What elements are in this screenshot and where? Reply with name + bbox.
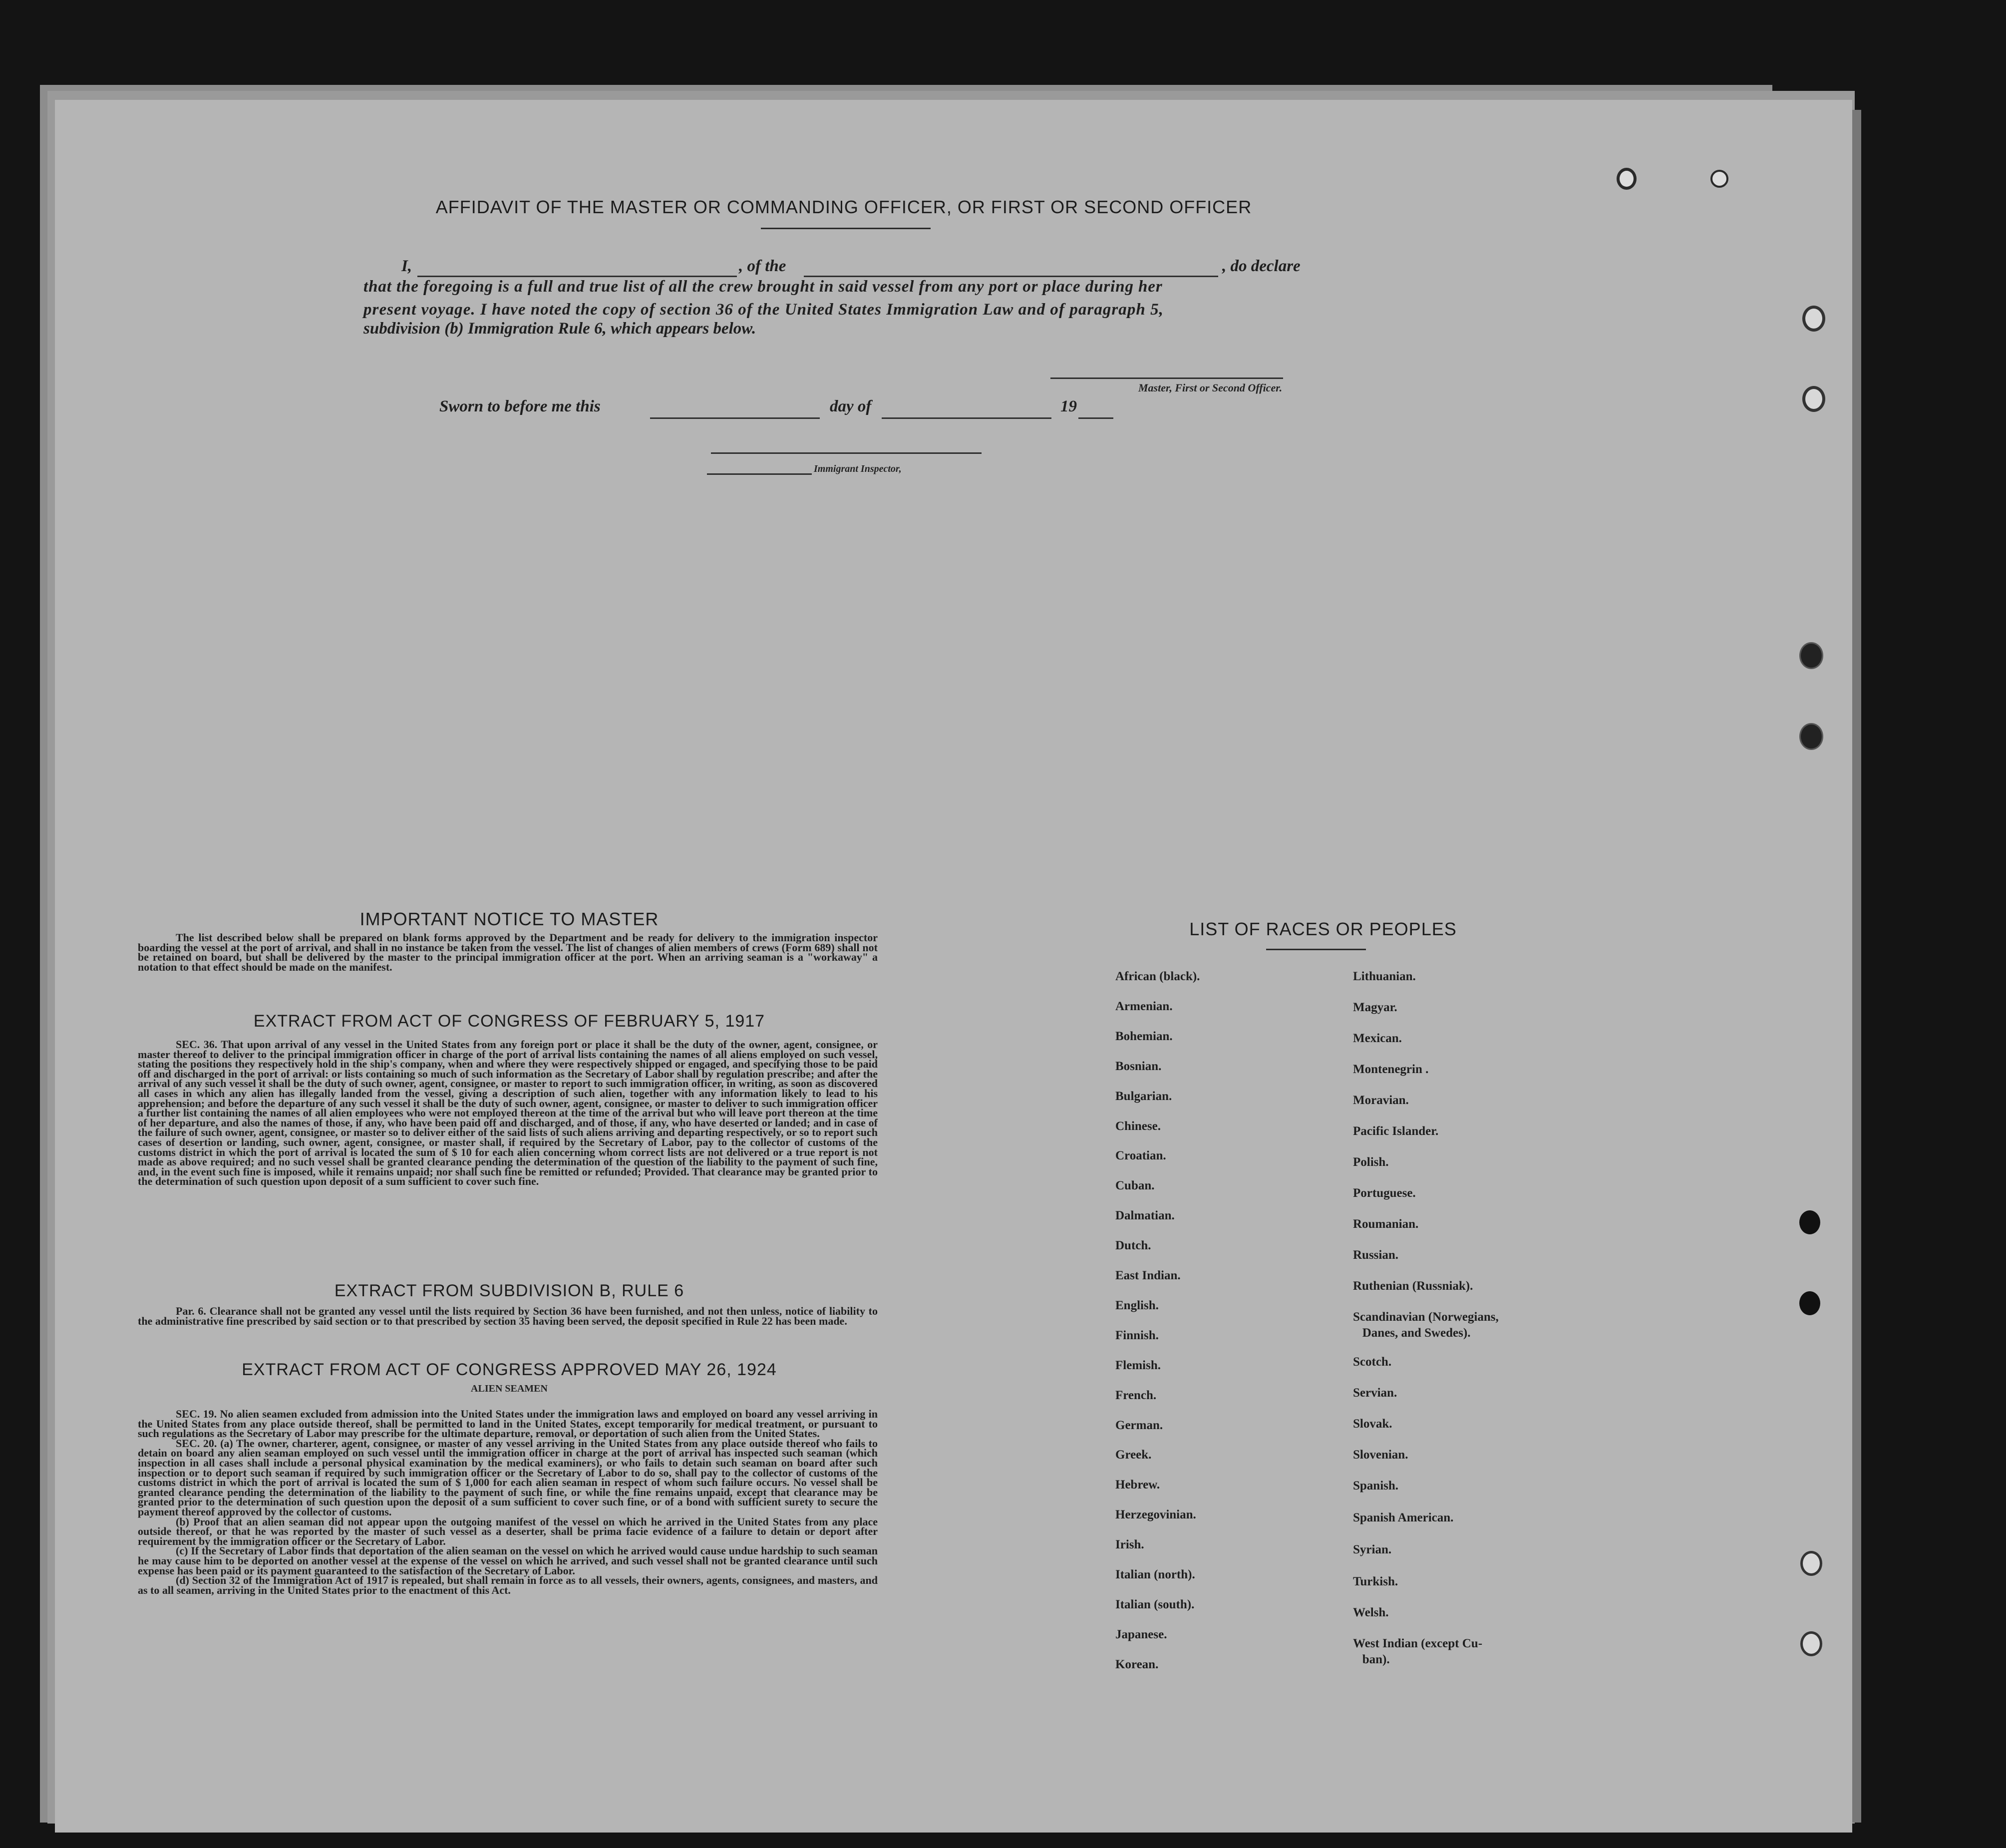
race-item: Moravian.: [1353, 1094, 1409, 1107]
race-item: Bulgarian.: [1115, 1089, 1172, 1103]
race-item: Finnish.: [1115, 1328, 1159, 1342]
race-item: African (black).: [1115, 970, 1200, 983]
declarant-line: [401, 257, 412, 276]
section-36-paragraph: SEC. 36. That upon arrival of any vessel in the United States from any foreign port or place it shall be the duty of the owner, agent, consignee, or master thereof to deliver to the principal immigration officer in charge of the port of arrival lists containing the names of all aliens employed on such vessel, stating the positions they respectively hold in the ship's company, when and where they were respectively shipped or engaged, and specifying those to be paid off and discharged in the port of arrival: or lists containing so much of such information as the Secretary of Labor shall by regulation prescribe; and after the arrival of any such vessel it shall be the duty of such owner, agent, consignee, or master to report to such immigration officer, in writing, as soon as discovered all cases in which any alien has illegally landed from the vessel, giving a description of such alien, together with any information likely to lead to his apprehension; and before the departure of any such vessel it shall be the duty of such owner, agent, consignee, or master to deliver to such immigration officer a further list containing the names of all alien employees who were not employed thereon at the time of the arrival but who will leave port thereon at the time of her departure, and also the names of those, if any, who have been paid off and discharged, and of those, if any, who have deserted or landed; and in case of the failure of such owner, agent, consignee, or master so to deliver either of the said lists of such aliens arriving and departing respectively, or so to report such cases of desertion or landing, such owner, agent, consignee, or master shall, if required by the Secretary of Labor, pay to the collector of customs of the customs district in which the port of arrival is located the sum of $ 10 for each alien concerning whom correct lists are not delivered or a true report is not made as above required; and no such vessel shall be granted clearance pending the determination of the question of the liability to the payment of such fine, and, in the event such fine is imposed, while it remains unpaid; nor shall such fine be remitted or refunded; Provided. That clearance may be granted prior to the determination of such question upon deposit of a sum sufficient to cover such fine.: [138, 1038, 878, 1188]
race-item: Chinese.: [1115, 1119, 1161, 1133]
extract-1917-body: [138, 1040, 878, 1186]
race-item: Lithuanian.: [1353, 970, 1416, 983]
race-item: Spanish.: [1353, 1479, 1399, 1492]
extract-1924-body: [138, 1409, 878, 1595]
race-item: Montenegrin .: [1353, 1063, 1429, 1076]
inspector-label: Immigrant Inspector,: [814, 463, 902, 474]
race-item: West Indian (except Cu- ban).: [1353, 1637, 1483, 1666]
affidavit-line-4: subdivision (b) Immigration Rule 6, which appears below.: [363, 320, 756, 338]
heading-rule: [761, 228, 931, 229]
binder-hole: [1800, 1551, 1822, 1576]
name-blank: [417, 261, 737, 277]
sworn-month-blank: [882, 402, 1051, 419]
notice-paragraph: The list described below shall be prepared on blank forms approved by the Department and be ready for delivery to the immigration inspector boarding the vessel at the port of arrival, and shall in no instance be taken from the vessel. The list of changes of alien members of crews (Form 689) shall not be retained on board, but shall be delivered by the master to the principal immigration officer at the port. When an arriving seaman is a "workaway" a notation to that effect should be made on the manifest.: [138, 931, 878, 973]
section-20d-paragraph: (d) Section 32 of the Immigration Act of 1917 is repealed, but shall remain in force as to all vessels, their owners, agents, consignees, and masters, and as to all seamen, arriving in the United States prior to the enactment of this Act.: [138, 1574, 878, 1596]
race-item: Italian (north).: [1115, 1568, 1195, 1581]
page-edge: [1852, 110, 1861, 1823]
year-label: 19: [1060, 397, 1077, 415]
section-19-paragraph: SEC. 19. No alien seamen excluded from admission into the United States under the immigration laws and employed on board any vessel arriving in the United States from any place outside thereof, shall be permitted to land in the United States, except temporarily for medical treatment, or pursuant to such regulations as the Secretary of Labor may prescribe for the ultimate departure, removal, or deportation of such alien from the United States.: [138, 1408, 878, 1440]
race-item: Bosnian.: [1115, 1059, 1162, 1073]
rule-6-paragraph: Par. 6. Clearance shall not be granted any vessel until the lists required by Section 36 have been furnished, and not then unless, notice of liability to the administrative fine prescribed by said section or to that prescribed by section 35 having been served, the deposit specified in Rule 22 has been made.: [138, 1305, 878, 1327]
binder-hole: [1799, 723, 1823, 750]
race-item: Portuguese.: [1353, 1186, 1416, 1200]
race-item: Welsh.: [1353, 1606, 1389, 1619]
race-item: Bohemian.: [1115, 1029, 1173, 1043]
race-item: Slovak.: [1353, 1417, 1392, 1431]
rule-6-heading: EXTRACT FROM SUBDIVISION B, RULE 6: [334, 1281, 684, 1300]
race-item: Russian.: [1353, 1248, 1399, 1262]
races-heading: LIST OF RACES OR PEOPLES: [1189, 919, 1457, 939]
race-item: Magyar.: [1353, 1001, 1397, 1014]
vessel-blank: [804, 261, 1218, 277]
extract-1917-heading: EXTRACT FROM ACT OF CONGRESS OF FEBRUARY 5, 1917: [253, 1012, 765, 1031]
section-20c-paragraph: (c) If the Secretary of Labor finds that deportation of the alien seaman on the vessel on which he arrived would cause undue hardship to such seaman he may cause him to be deported on another vessel at the expense of the vessel on which he arrived, and such vessel shall not be granted clearance until such expense has been paid or its payment guaranteed to the satisfaction of the Secretary of Labor.: [138, 1544, 878, 1577]
race-item: Herzegovinian.: [1115, 1508, 1196, 1522]
rule-6-body: [138, 1306, 878, 1326]
do-declare-label: , do declare: [1222, 257, 1301, 275]
race-item: Croatian.: [1115, 1149, 1166, 1163]
binder-hole: [1800, 1631, 1822, 1656]
binder-hole: [1802, 306, 1825, 332]
i-label: I,: [401, 257, 412, 275]
signature-blank: [1050, 363, 1283, 379]
race-item: Polish.: [1353, 1155, 1389, 1169]
race-item: East Indian.: [1115, 1269, 1181, 1282]
race-item: Japanese.: [1115, 1627, 1167, 1641]
notice-heading: IMPORTANT NOTICE TO MASTER: [359, 909, 659, 929]
binder-hole: [1799, 1210, 1820, 1234]
race-item: Spanish American.: [1353, 1511, 1454, 1524]
race-item: Turkish.: [1353, 1575, 1398, 1588]
binder-hole: [1799, 642, 1823, 669]
binder-hole: [1617, 168, 1637, 190]
race-item: Korean.: [1115, 1657, 1159, 1671]
sworn-day-blank: [650, 402, 820, 419]
race-item: Scandinavian (Norwegians, Danes, and Swedes).: [1353, 1310, 1499, 1340]
sworn-label: Sworn to before me this: [439, 397, 601, 415]
race-item: English.: [1115, 1298, 1159, 1312]
race-item: Dalmatian.: [1115, 1209, 1175, 1223]
day-of-label: day of: [830, 397, 872, 415]
race-item: Roumanian.: [1353, 1217, 1419, 1231]
race-item: Syrian.: [1353, 1543, 1392, 1556]
binder-hole: [1802, 386, 1825, 412]
race-item: Cuban.: [1115, 1179, 1155, 1193]
race-item: Armenian.: [1115, 999, 1173, 1013]
section-20a-paragraph: SEC. 20. (a) The owner, charterer, agent, consignee, or master of any vessel arriving in the United States from any place outside thereof who fails to detain on board any alien seaman employed on such vessel until the immigration officer in charge at the port of arrival has inspected such seaman (which inspection in all cases shall include a personal physical examination by the medical examiners), or who fails to detain such seaman on board after such inspection or to deport such seaman if required by such immigration officer or the Secretary of Labor to do so, shall pay to the collector of customs of the customs district in which the port of arrival is located the sum of $ 1,000 for each alien seaman in respect of whom such failure occurs. No vessel shall be granted clearance pending the determination of the liability to the payment of such fine, or while the fine remains unpaid, except that clearance may be granted prior to the determination of such question upon the deposit of a sum sufficient to cover such fine, or of a bond with sufficient surety to secure the payment thereof approved by the collector of customs.: [138, 1437, 878, 1518]
race-item: Italian (south).: [1115, 1597, 1195, 1611]
race-item: Scotch.: [1353, 1355, 1392, 1369]
race-item: Servian.: [1353, 1386, 1397, 1400]
race-item: French.: [1115, 1388, 1157, 1402]
race-item: Ruthenian (Russniak).: [1353, 1279, 1473, 1293]
race-item: Hebrew.: [1115, 1478, 1160, 1492]
affidavit-line-3: present voyage. I have noted the copy of section 36 of the United States Immigration Law and of paragraph 5,: [363, 301, 1164, 319]
race-item: Mexican.: [1353, 1032, 1402, 1045]
extract-1924-heading: EXTRACT FROM ACT OF CONGRESS APPROVED MAY 26, 1924: [242, 1360, 777, 1379]
affidavit-heading: AFFIDAVIT OF THE MASTER OR COMMANDING OFFICER, OR FIRST OR SECOND OFFICER: [435, 197, 1252, 217]
binder-hole: [1799, 1291, 1820, 1315]
race-item: Pacific Islander.: [1353, 1124, 1439, 1138]
race-item: Slovenian.: [1353, 1448, 1408, 1462]
race-item: Dutch.: [1115, 1239, 1151, 1253]
notice-body: [138, 933, 878, 972]
signature-label: Master, First or Second Officer.: [1138, 381, 1283, 394]
race-item: Greek.: [1115, 1448, 1152, 1462]
races-heading-rule: [1266, 949, 1366, 950]
race-item: Irish.: [1115, 1538, 1144, 1552]
race-item: Flemish.: [1115, 1358, 1161, 1372]
inspector-blank: [707, 462, 812, 475]
affidavit-line-2: that the foregoing is a full and true list of all the crew brought in said vessel from any port or place during her: [363, 278, 1163, 296]
inspector-signature-blank: [711, 439, 982, 454]
year-blank: [1078, 402, 1113, 419]
of-the-label: , of the: [739, 257, 786, 275]
race-item: German.: [1115, 1418, 1163, 1432]
section-20b-paragraph: (b) Proof that an alien seaman did not appear upon the outgoing manifest of the vessel on which he arrived in the United States from any place outside thereof, or that he was reported by the master of such vessel as a deserter, shall be prima facie evidence of a failure to detain or deport after requirement by the immigration officer or the Secretary of Labor.: [138, 1515, 878, 1547]
binder-hole: [1710, 170, 1728, 188]
alien-seamen-subheading: ALIEN SEAMEN: [471, 1383, 548, 1394]
